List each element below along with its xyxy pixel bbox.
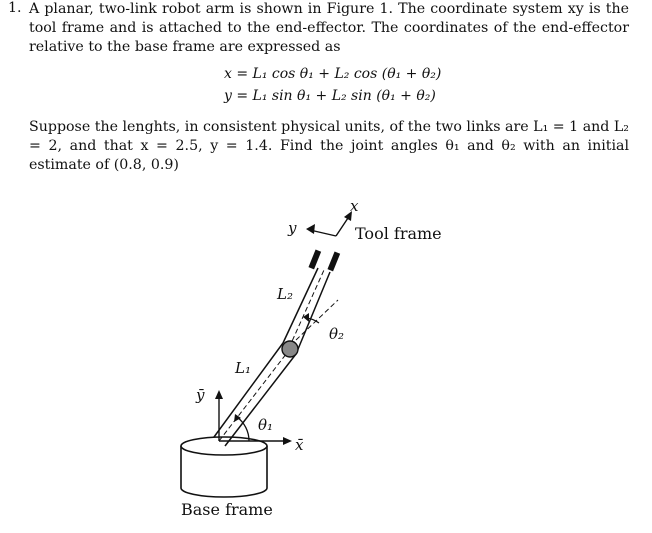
- end-effector-gripper: [308, 250, 340, 272]
- base-y-label: ȳ: [196, 386, 205, 404]
- tool-frame-axes: [310, 215, 350, 236]
- tool-y-arrowhead: [306, 224, 315, 234]
- problem-intro: A planar, two-link robot arm is shown in Figure 1. The coordinate system xy is the tool frame and is attached to the end-effector. The coordinates of the end-effector relative to the base frame are expressed as: [29, 1, 629, 55]
- problem-body: Suppose the lenghts, in consistent physical units, of the two links are L₁ = 1 and L₂ = 2, and that x = 2.5, y = 1.4. Find the joint angles θ₁ and θ₂ with an initial estimate of (0.8, 0.9): [29, 119, 629, 173]
- base-y-arrowhead: [215, 390, 223, 399]
- link-2-label: L₂: [277, 285, 293, 303]
- base-cylinder: [181, 437, 267, 497]
- tool-x-label: x: [350, 197, 359, 215]
- equation-x: x = L₁ cos θ₁ + L₂ cos (θ₁ + θ₂): [224, 66, 442, 82]
- elbow-joint: [282, 341, 298, 357]
- base-x-arrowhead: [283, 437, 292, 445]
- theta1-arrowhead: [234, 414, 241, 422]
- theta1-label: θ₁: [258, 416, 274, 434]
- base-frame-label: Base frame: [181, 500, 273, 519]
- equation-y: y = L₁ sin θ₁ + L₂ sin (θ₁ + θ₂): [224, 88, 436, 104]
- link-1: [214, 343, 296, 446]
- link-1-label: L₁: [235, 359, 251, 377]
- theta2-label: θ₂: [329, 325, 345, 343]
- tool-y-label: y: [288, 219, 297, 237]
- base-frame-axes: [219, 397, 286, 441]
- problem-number: 1.: [8, 0, 22, 16]
- tool-frame-label: Tool frame: [355, 224, 442, 243]
- base-x-label: x̄: [295, 436, 304, 454]
